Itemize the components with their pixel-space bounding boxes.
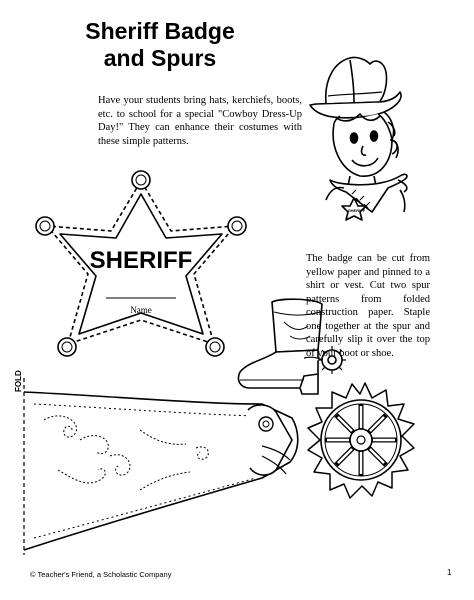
title-line-2: and Spurs <box>103 45 217 71</box>
small-badge-text: SHERIFF <box>348 208 366 213</box>
copyright-footer: © Teacher's Friend, a Scholastic Company <box>30 570 172 579</box>
fold-label: FOLD <box>14 370 23 392</box>
sheriff-badge <box>36 171 246 356</box>
cowboy-illustration <box>310 57 407 220</box>
instructions-paragraph: The badge can be cut from yellow paper and pinned to a shirt or vest. Cut two spur patterns from folded construction paper. Staple one together at the spur and carefully slip it over the top of your boot or shoe. <box>306 253 430 359</box>
badge-name-label: Name <box>130 305 152 315</box>
spur-pattern <box>24 378 414 555</box>
badge-title: SHERIFF <box>89 247 193 274</box>
title-line-1: Sheriff Badge <box>85 18 235 44</box>
page-number: 1 <box>447 568 452 577</box>
intro-paragraph: Have your students bring hats, kerchiefs, boots, etc. to school for a special "Cowboy Dress-Up Day!" They can enhance their costumes with these simple patterns. <box>98 95 302 147</box>
